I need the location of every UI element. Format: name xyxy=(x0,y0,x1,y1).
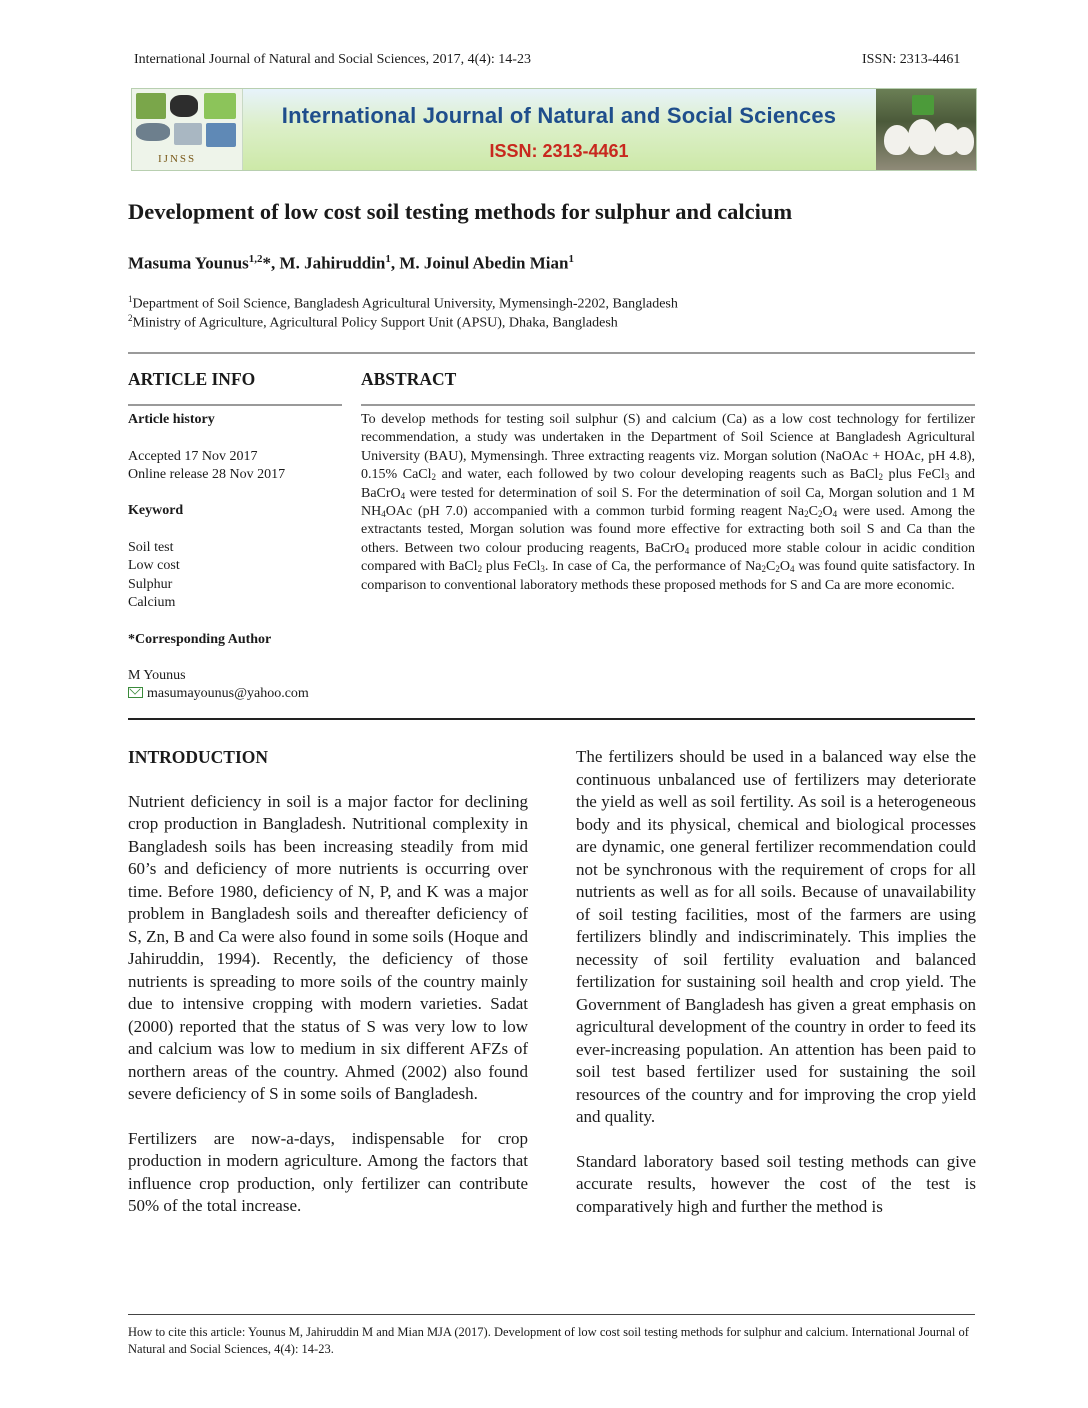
author-sup: 1 xyxy=(568,253,574,265)
corresponding-author-name: M Younus xyxy=(128,668,186,684)
author-name: M. Joinul Abedin Mian xyxy=(399,253,569,273)
banner-journal-title: International Journal of Natural and Social Sciences xyxy=(281,103,837,128)
keyword-label: Keyword xyxy=(128,503,184,519)
divider xyxy=(361,404,975,406)
journal-banner xyxy=(131,88,977,171)
accepted-date: Accepted 17 Nov 2017 xyxy=(128,448,258,464)
running-header-issn: ISSN: 2313-4461 xyxy=(862,52,961,67)
divider xyxy=(128,718,975,720)
divider xyxy=(128,352,975,354)
corresponding-author-label: *Corresponding Author xyxy=(128,631,272,647)
introduction-heading: INTRODUCTION xyxy=(128,747,269,767)
body-column-right xyxy=(576,746,976,1218)
article-history-label: Article history xyxy=(128,412,215,427)
banner-sheep-photo xyxy=(876,89,976,170)
mail-icon xyxy=(128,687,143,698)
abstract-text: To develop methods for testing soil sulphur (S) and calcium (Ca) as a low cost technology for fertilizer recommendation, a study was undertaken in the Department of Soil Science at Bangladesh Agricultural University (BAU), Mymensingh. Three extracting reagents viz. Morgan solution (NaOAc + HOAc, pH 4.8), 0.15% CaCl$_2$ and water, each followed by two colour developing reagents such as BaCl$_2$ plus FeCl$_3$ and BaCrO$_4$ were tested for determination of soil S. For the determination of soil Ca, Morgan solution and 1 M $NH_4OAc$ (pH 7.0) accompanied with a common turbid forming reagent $Na_2C_2O_4$ were used. Among the extractants tested, Morgan solution was found more effective for extracting both soil S and Ca than the others. Between two colour producing reagents, BaCrO$_4$ produced more stable colour in acidic condition compared with BaCl$_2$ plus FeCl$_3$. In case of Ca, the performance of $Na_2C_2O_4$ was found quite satisfactory. In comparison to conventional laboratory methods these proposed methods for S and Ca are more economic. xyxy=(361,412,975,593)
affiliation-text: Ministry of Agriculture, Agricultural Policy Support Unit (APSU), Dhaka, Bangladesh xyxy=(132,315,618,331)
email-link[interactable]: masumayounus@yahoo.com xyxy=(147,686,309,702)
affiliation-text: Department of Soil Science, Bangladesh Agricultural University, Mymensingh-2202, Bangladesh xyxy=(132,296,678,312)
body-paragraph: Nutrient deficiency in soil is a major factor for declining crop production in Bangladesh. Nutritional complexity in Bangladesh soils has been increasing steadily from mid 60’s and deficiency of more nutrients is occurring over time. Before 1980, deficiency of N, P, and K was a major problem in Bangladesh soils and thereafter deficiency of S, Zn, B and Ca were also found in some soils (Hoque and Jahiruddin, 1994). Recently, the deficiency of those nutrients is spreading to more soils of the country mainly due to intensive cropping with modern varieties. Sadat (2000) reported that the status of S was very low to low and calcium was low to medium in six different AFZs of northern areas of the country. Ahmed (2002) also found severe deficiency of S in some soils of Bangladesh. xyxy=(128,791,528,1103)
body-paragraph: Standard laboratory based soil testing methods can give accurate results, however the cost of the test is comparatively high and further the method is xyxy=(576,1151,976,1216)
author-sup: 1 xyxy=(385,253,391,265)
banner-logo-text: IJNSS xyxy=(158,153,197,165)
keyword-item: Low cost xyxy=(128,558,180,574)
online-release-date: Online release 28 Nov 2017 xyxy=(128,466,286,482)
banner-issn: ISSN: 2313-4461 xyxy=(489,141,629,161)
author-name: Masuma Younus xyxy=(128,253,249,273)
author-sep: , xyxy=(390,253,400,273)
paper-title: Development of low cost soil testing methods for sulphur and calcium xyxy=(128,199,793,224)
affiliation-2 xyxy=(128,309,618,333)
citation-footer: How to cite this article: Younus M, Jahiruddin M and Mian MJA (2017). Development of low cost soil testing methods for sulphur and calcium. International Journal of Natural and Social Sciences, 4(4): 14-23. xyxy=(128,1325,969,1356)
keyword-item: Calcium xyxy=(128,594,176,610)
body-paragraph: The fertilizers should be used in a balanced way else the continuous unbalanced use of fertilizers may deteriorate the yield as well as soil fertility. As soil is a heterogeneous body and its physical, chemical and biological processes are dynamic, one general fertilizer recommendation could not be synchronous with the requirement of crops for all nutrients as well as for all soils. Because of unavailability of soil testing facilities, most of the farmers are using fertilizers blindly and indiscriminately. This implies the necessity of soil fertility evaluation and balanced fertilization for sustaining soil health and crop yield. The Government of Bangladesh has given a great emphasis on agricultural development of the country in order to feed its ever-increasing population. An attention has been paid to soil test based fertilizer used for sustaining the soil resources of the country and for improving the crop yield and quality. xyxy=(576,747,976,1126)
body-paragraph: Fertilizers are now-a-days, indispensable for crop production in modern agriculture. Among the factors that influence crop production, only fertilizer can contribute 50% of the total increase. xyxy=(128,1128,528,1215)
author-name: M. Jahiruddin xyxy=(279,253,386,273)
article-info-heading: ARTICLE INFO xyxy=(128,369,256,389)
abstract-heading: ABSTRACT xyxy=(361,369,457,389)
author-sep: *, xyxy=(262,253,280,273)
affiliation-sup: 1 xyxy=(128,294,133,304)
divider xyxy=(128,1314,975,1315)
body-column-left xyxy=(128,746,528,1218)
author-sup: 1,2 xyxy=(248,253,263,265)
running-header-left: International Journal of Natural and Social Sciences, 2017, 4(4): 14-23 xyxy=(134,52,531,67)
divider xyxy=(128,404,342,406)
keyword-item: Sulphur xyxy=(128,576,173,592)
keyword-item: Soil test xyxy=(128,540,174,556)
author-list xyxy=(128,246,574,277)
affiliation-sup: 2 xyxy=(128,313,133,323)
article-info-panel xyxy=(128,411,348,704)
